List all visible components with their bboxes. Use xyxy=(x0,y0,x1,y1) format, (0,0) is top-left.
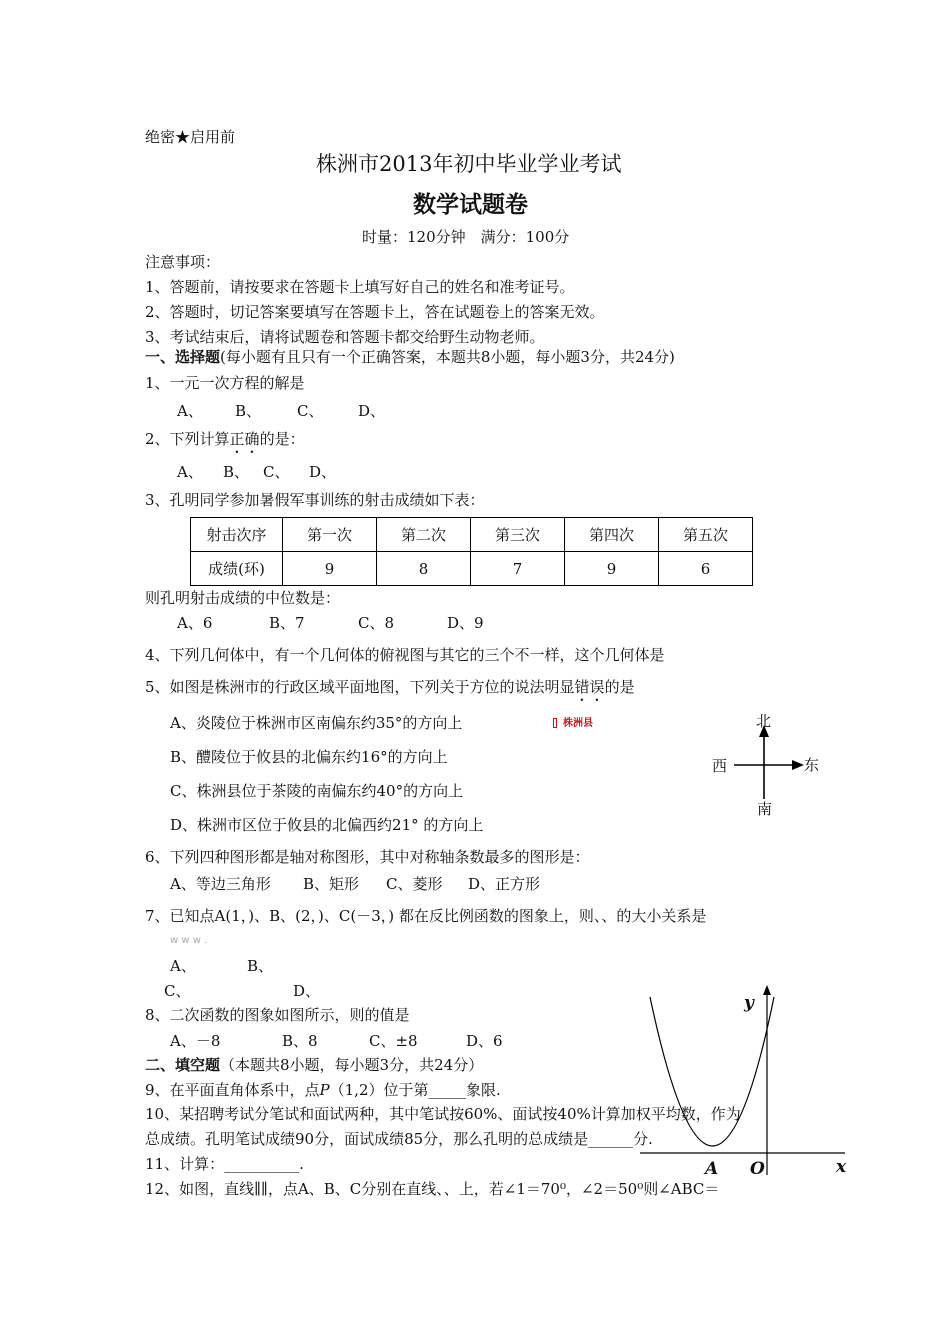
section1-heading xyxy=(145,347,675,367)
graph-y-label: y xyxy=(744,993,754,1013)
notice-item-1: 1、答题前，请按要求在答题卡上填写好自己的姓名和准考证号。 xyxy=(145,278,575,296)
table-cell: 8 xyxy=(377,552,471,586)
q9-coords: （1,2）位于第 xyxy=(329,1081,429,1099)
watermark: w w w . xyxy=(170,935,208,946)
q9-prefix: 9、在平面直角体系中，点 xyxy=(145,1081,320,1099)
q6-option-a: A、等边三角形 xyxy=(170,875,271,893)
section2-heading xyxy=(145,1055,483,1075)
q2-text xyxy=(145,429,305,457)
score-table xyxy=(190,517,753,586)
table-cell: 9 xyxy=(565,552,659,586)
q9-text xyxy=(145,1080,501,1100)
graph-x-label: x xyxy=(836,1157,847,1177)
q5-option-b: B、醴陵位于攸县的北偏东约16°的方向上 xyxy=(170,748,448,766)
table-header-cell: 射击次序 xyxy=(191,518,283,552)
q4-text: 4、下列几何体中，有一个几何体的俯视图与其它的三个不一样，这个几何体是 xyxy=(145,646,665,664)
graph-o-label: O xyxy=(750,1159,765,1179)
table-header-cell: 第四次 xyxy=(565,518,659,552)
q9-point: P xyxy=(319,1081,330,1099)
q1-option-c: C、 xyxy=(297,402,324,420)
q8-option-a: A、－8 xyxy=(170,1032,221,1050)
exam-title: 株洲市2013年初中毕业学业考试 xyxy=(316,152,622,176)
q8-text: 8、二次函数的图象如图所示，则的值是 xyxy=(145,1006,410,1024)
parabola-graph xyxy=(640,985,855,1180)
table-header-cell: 第五次 xyxy=(659,518,753,552)
q7-option-c: C、 xyxy=(164,982,191,1000)
q2-option-a: A、 xyxy=(177,463,203,481)
q7-option-b: B、 xyxy=(247,957,274,975)
q1-option-d: D、 xyxy=(358,402,386,420)
q3-option-b: B、7 xyxy=(269,614,305,632)
q11-text: 11、计算：__________. xyxy=(145,1155,304,1173)
q10-line2: 总成绩。孔明笔试成绩90分，面试成绩85分，那么孔明的总成绩是______分. xyxy=(145,1130,653,1148)
q1-text: 1、一元一次方程的解是 xyxy=(145,374,305,392)
q5-prefix: 5、如图是株洲市的行政区域平面地图，下列关于方位的说法明显 xyxy=(145,678,575,696)
q6-option-d: D、正方形 xyxy=(468,875,541,893)
table-cell: 6 xyxy=(659,552,753,586)
q3-question: 则孔明射击成绩的中位数是： xyxy=(145,589,341,607)
q7-option-d: D、 xyxy=(293,982,321,1000)
map-label xyxy=(553,714,593,729)
table-header-cell: 第一次 xyxy=(283,518,377,552)
table-row xyxy=(191,552,753,586)
compass-icon xyxy=(730,725,810,805)
section1-label: 一、选择题 xyxy=(145,348,221,366)
compass-west: 西 xyxy=(712,757,728,775)
q1-option-a: A、 xyxy=(177,402,203,420)
notice-item-2: 2、答题时，切记答案要填写在答题卡上，答在试题卷上的答案无效。 xyxy=(145,303,605,321)
q3-option-c: C、8 xyxy=(358,614,395,632)
table-header-cell: 第二次 xyxy=(377,518,471,552)
compass-north: 北 xyxy=(756,712,772,730)
table-cell: 7 xyxy=(471,552,565,586)
notice-item-3: 3、考试结束后，请将试题卷和答题卡都交给野生动物老师。 xyxy=(145,328,545,346)
map-label-text: 株洲县 xyxy=(563,718,593,729)
q2-suffix: 的是： xyxy=(259,430,305,448)
graph-a-label: A xyxy=(705,1159,719,1179)
q5-text xyxy=(145,677,635,705)
table-header-cell: 第三次 xyxy=(471,518,565,552)
q2-emphasis: 正确 xyxy=(229,430,260,448)
map-marker-icon xyxy=(553,718,557,728)
q3-text: 3、孔明同学参加暑假军事训练的射击成绩如下表： xyxy=(145,491,485,509)
time-info: 时量：120分钟 满分：100分 xyxy=(362,228,570,246)
q5-option-c: C、株洲县位于茶陵的南偏东约40°的方向上 xyxy=(170,782,464,800)
table-cell: 9 xyxy=(283,552,377,586)
exam-subtitle: 数学试题卷 xyxy=(413,191,528,218)
q2-prefix: 2、下列计算 xyxy=(145,430,230,448)
q9-blank: _____ xyxy=(428,1081,466,1099)
q5-suffix: 的是 xyxy=(604,678,635,696)
q6-option-c: C、菱形 xyxy=(386,875,443,893)
q5-option-d: D、株洲市区位于攸县的北偏西约21° 的方向上 xyxy=(170,816,484,834)
q7-text: 7、已知点A(1，)、B、(2，)、C(－3，) 都在反比例函数的图象上，则、、的大小关系是 xyxy=(145,907,707,925)
q2-option-d: D、 xyxy=(309,463,337,481)
secret-label: 绝密★启用前 xyxy=(145,128,236,146)
y-axis-arrow-icon xyxy=(763,985,771,995)
table-row xyxy=(191,518,753,552)
q6-text: 6、下列四种图形都是轴对称图形，其中对称轴条数最多的图形是： xyxy=(145,848,590,866)
q8-option-b: B、8 xyxy=(282,1032,318,1050)
q9-suffix: 象限. xyxy=(466,1081,501,1099)
table-cell: 成绩(环) xyxy=(191,552,283,586)
section1-desc: (每小题有且只有一个正确答案，本题共8小题，每小题3分，共24分) xyxy=(220,348,675,366)
q5-emphasis: 错误 xyxy=(574,678,605,696)
q6-option-b: B、矩形 xyxy=(303,875,360,893)
q10-line1: 10、某招聘考试分笔试和面试两种，其中笔试按60%、面试按40%计算加权平均数，作为 xyxy=(145,1105,741,1123)
q7-option-a: A、 xyxy=(170,957,196,975)
q12-text: 12、如图，直线∥∥，点A、B、C分别在直线、、上，若∠1＝70⁰，∠2＝50⁰则∠ABC＝ xyxy=(145,1180,720,1198)
q3-option-d: D、9 xyxy=(447,614,484,632)
notice-heading: 注意事项： xyxy=(145,253,221,271)
q2-option-c: C、 xyxy=(263,463,290,481)
compass-south: 南 xyxy=(757,800,773,818)
q1-option-b: B、 xyxy=(235,402,262,420)
section2-desc: （本题共8小题，每小题3分，共24分） xyxy=(220,1056,484,1074)
compass-east: 东 xyxy=(804,756,820,774)
section2-label: 二、填空题 xyxy=(145,1056,221,1074)
q2-option-b: B、 xyxy=(223,463,250,481)
q3-option-a: A、6 xyxy=(177,614,213,632)
q5-option-a: A、炎陵位于株洲市区南偏东约35°的方向上 xyxy=(170,714,463,732)
q8-option-d: D、6 xyxy=(466,1032,503,1050)
q8-option-c: C、±8 xyxy=(369,1032,418,1050)
